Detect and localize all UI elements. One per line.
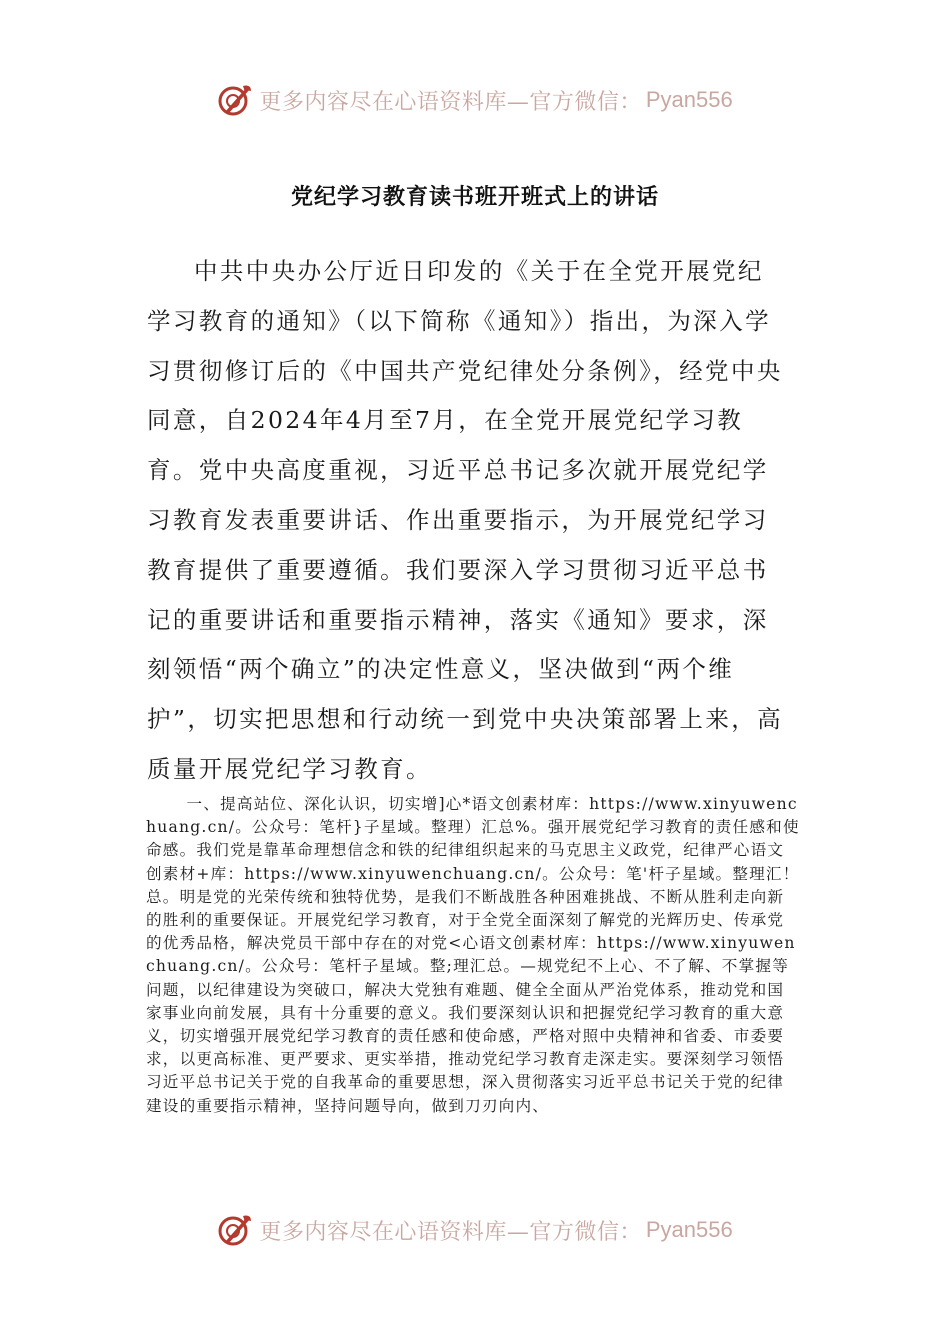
quill-logo-icon	[217, 82, 253, 118]
header-wechat-id: Pyan556	[645, 87, 733, 112]
footer-wechat-id: Pyan556	[645, 1217, 733, 1242]
intro-paragraph: 中共中央办公厅近日印发的《关于在全党开展党纪学习教育的通知》（以下简称《通知》）指出，为深入学习贯彻修订后的《中国共产党纪律处分条例》，经党中央同意，自2024年4月至7月，在全党开展党纪学习教育。党中央高度重视，习近平总书记多次就开展党纪学习教育发表重要讲话、作出重要指示，为开展党纪学习教育提供了重要遵循。我们要深入学习贯彻习近平总书记的重要讲话和重要指示精神，落实《通知》要求，深刻领悟“两个确立”的决定性意义，坚决做到“两个维护”，切实把思想和行动统一到党中央决策部署上来，高质量开展党纪学习教育。	[147, 257, 784, 783]
footer-banner-text: 更多内容尽在心语资料库—官方微信：	[259, 1219, 642, 1245]
section-one-paragraph: 一、提高站位、深化认识，切实增]心*语文创素材库：https://www.xinyuwenchuang.cn/。公众号：笔杆}子星域。整理）汇总%。强开展党纪学习教育的责任感和使命感。我们党是靠革命理想信念和铁的纪律组织起来的马克思主义政党，纪律严心语文创素材+库：https://www.xinyuwenchuang.cn/。公众号：笔'杆子星域。整理汇！总。明是党的光荣传统和独特优势，是我们不断战胜各种困难挑战、不断从胜利走向新的胜利的重要保证。开展党纪学习教育，对于全党全面深刻了解党的光辉历史、传承党的优秀品格，解决党员干部中存在的对党<心语文创素材库：https://www.xinyuwenchuang.cn/。公众号：笔杆子星域。整;理汇总。—规党纪不上心、不了解、不掌握等问题，以纪律建设为突破口，解决大党独有难题、健全全面从严治党体系，推动党和国家事业向前发展，具有十分重要的意义。我们要深刻认识和把握党纪学习教育的重大意义，切实增强开展党纪学习教育的责任感和使命感，严格对照中央精神和省委、市委要求，以更高标准、更严要求、更实举措，推动党纪学习教育走深走实。要深刻学习领悟习近平总书记关于党的自我革命的重要思想，深入贯彻落实习近平总书记关于党的纪律建设的重要指示精神，坚持问题导向，做到刀刃向内、	[146, 795, 800, 1115]
header-banner-text: 更多内容尽在心语资料库—官方微信：	[259, 89, 642, 115]
quill-logo-icon	[217, 1212, 253, 1248]
header-watermark-banner	[0, 80, 950, 120]
document-title: 党纪学习教育读书班开班式上的讲话	[290, 185, 659, 210]
footer-watermark-banner	[0, 1210, 950, 1250]
